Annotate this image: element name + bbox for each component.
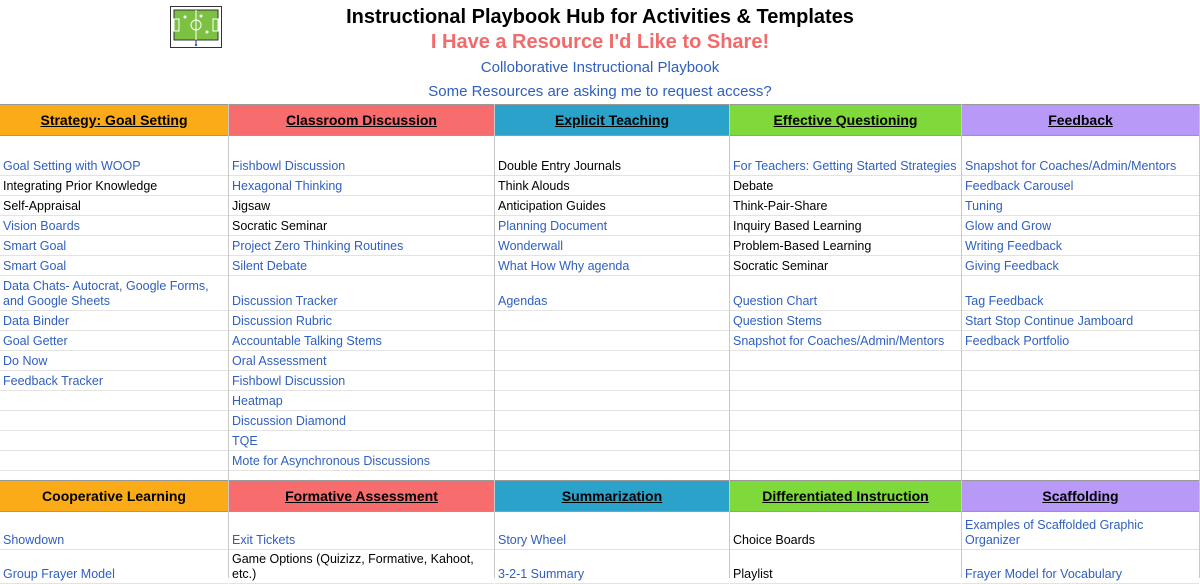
list-item[interactable] xyxy=(962,512,1199,550)
resource-link[interactable]: Exit Tickets xyxy=(232,533,296,547)
resource-link[interactable]: Story Wheel xyxy=(498,533,567,547)
resource-text: Debate xyxy=(733,179,774,193)
column-1 xyxy=(229,104,495,581)
resource-link[interactable]: Feedback Portfolio xyxy=(965,334,1070,348)
resource-text: Choice Boards xyxy=(733,533,815,547)
list-item xyxy=(0,431,228,451)
resource-link[interactable]: Group Frayer Model xyxy=(3,567,115,581)
list-item xyxy=(495,411,729,431)
list-item[interactable] xyxy=(0,311,228,331)
resource-link[interactable]: Glow and Grow xyxy=(965,219,1052,233)
resource-text: Self-Appraisal xyxy=(3,199,81,213)
list-item[interactable] xyxy=(962,276,1199,311)
resource-link[interactable]: Planning Document xyxy=(498,219,608,233)
list-item xyxy=(495,136,729,176)
resource-link[interactable]: Accountable Talking Stems xyxy=(232,334,382,348)
column-header-2[interactable] xyxy=(495,480,729,512)
resource-link[interactable]: Tag Feedback xyxy=(965,294,1044,308)
list-item xyxy=(962,371,1199,391)
share-resource-link[interactable]: I Have a Resource I'd Like to Share! xyxy=(430,31,770,53)
list-item[interactable] xyxy=(962,216,1199,236)
list-item xyxy=(730,371,961,391)
resource-link[interactable]: Wonderwall xyxy=(498,239,564,253)
list-item xyxy=(495,351,729,371)
column-2 xyxy=(495,104,730,581)
resource-link[interactable]: Goal Setting with WOOP xyxy=(3,159,141,173)
list-item xyxy=(495,311,729,331)
resource-link[interactable]: Smart Goal xyxy=(3,259,67,273)
list-item xyxy=(0,176,228,196)
resource-text: Socratic Seminar xyxy=(232,219,328,233)
resource-link[interactable]: Feedback Carousel xyxy=(965,179,1074,193)
resource-text: Think Alouds xyxy=(498,179,570,193)
list-item xyxy=(0,451,228,471)
resource-link[interactable]: Data Binder xyxy=(3,314,70,328)
list-item[interactable] xyxy=(962,136,1199,176)
column-header-label: Scaffolding xyxy=(1042,488,1119,504)
list-item[interactable] xyxy=(229,431,494,451)
column-header-label: Effective Questioning xyxy=(773,112,918,128)
resource-text: Jigsaw xyxy=(232,199,271,213)
column-header-label: Classroom Discussion xyxy=(286,112,437,128)
list-item xyxy=(730,351,961,371)
list-item[interactable] xyxy=(495,276,729,311)
list-item[interactable] xyxy=(0,331,228,351)
column-header[interactable] xyxy=(495,104,729,136)
resource-link[interactable]: Start Stop Continue Jamboard xyxy=(965,314,1134,328)
list-item[interactable] xyxy=(0,216,228,236)
column-header[interactable] xyxy=(0,104,228,136)
resource-text: Double Entry Journals xyxy=(498,159,621,173)
list-item xyxy=(730,411,961,431)
list-item xyxy=(962,351,1199,371)
list-item[interactable] xyxy=(229,512,494,550)
resource-link[interactable]: Question Stems xyxy=(733,314,822,328)
list-item[interactable] xyxy=(962,256,1199,276)
resource-link[interactable]: Snapshot for Coaches/Admin/Mentors xyxy=(965,159,1177,173)
list-item xyxy=(495,451,729,471)
column-0 xyxy=(0,104,229,581)
list-item[interactable] xyxy=(730,136,961,176)
list-item[interactable] xyxy=(0,371,228,391)
list-item[interactable] xyxy=(495,256,729,276)
list-item xyxy=(730,236,961,256)
resource-link[interactable]: Examples of Scaffolded Graphic Organizer xyxy=(965,518,1144,547)
resource-link[interactable]: Writing Feedback xyxy=(965,239,1063,253)
resource-link[interactable]: Mote for Asynchronous Discussions xyxy=(232,454,431,468)
list-item[interactable] xyxy=(229,371,494,391)
resource-text: Think-Pair-Share xyxy=(733,199,828,213)
list-item[interactable] xyxy=(229,351,494,371)
list-item[interactable] xyxy=(229,451,494,471)
resource-link[interactable]: Feedback Tracker xyxy=(3,374,104,388)
list-item[interactable] xyxy=(0,276,228,311)
list-item[interactable] xyxy=(730,276,961,311)
resource-link[interactable]: Project Zero Thinking Routines xyxy=(232,239,404,253)
list-item[interactable] xyxy=(730,331,961,351)
list-item[interactable] xyxy=(962,236,1199,256)
list-item xyxy=(0,391,228,411)
column-3 xyxy=(730,104,962,581)
list-item xyxy=(495,391,729,411)
list-item[interactable] xyxy=(229,411,494,431)
list-item xyxy=(962,451,1199,471)
list-item[interactable] xyxy=(0,512,228,550)
column-header-2[interactable] xyxy=(962,480,1199,512)
list-item[interactable] xyxy=(730,311,961,331)
resource-link[interactable]: Fishbowl Discussion xyxy=(232,159,346,173)
list-item xyxy=(962,391,1199,411)
playbook-link[interactable]: Colloborative Instructional Playbook xyxy=(480,59,720,76)
list-item xyxy=(730,256,961,276)
resource-link[interactable]: Fishbowl Discussion xyxy=(232,374,346,388)
column-header-2[interactable] xyxy=(730,480,961,512)
list-item xyxy=(730,431,961,451)
resource-link[interactable]: Discussion Diamond xyxy=(232,414,346,428)
resource-grid xyxy=(0,104,1200,581)
list-item xyxy=(0,196,228,216)
list-item xyxy=(730,391,961,411)
column-header[interactable] xyxy=(962,104,1199,136)
list-item xyxy=(495,176,729,196)
column-header-label: Strategy: Goal Setting xyxy=(40,112,188,128)
list-item xyxy=(730,196,961,216)
list-item xyxy=(730,550,961,584)
list-item xyxy=(730,512,961,550)
list-item xyxy=(495,196,729,216)
list-item[interactable] xyxy=(495,236,729,256)
list-item[interactable] xyxy=(229,276,494,311)
list-item xyxy=(229,550,494,584)
resource-text: Integrating Prior Knowledge xyxy=(3,179,158,193)
resource-link[interactable]: Do Now xyxy=(3,354,48,368)
column-header-2[interactable] xyxy=(0,480,228,512)
list-item[interactable] xyxy=(962,196,1199,216)
list-item[interactable] xyxy=(0,136,228,176)
list-item[interactable] xyxy=(495,550,729,584)
column-header-label: Cooperative Learning xyxy=(42,488,186,504)
list-item xyxy=(730,176,961,196)
resource-link[interactable]: Giving Feedback xyxy=(965,259,1059,273)
resource-link[interactable]: Discussion Tracker xyxy=(232,294,338,308)
list-item[interactable] xyxy=(962,311,1199,331)
page-header xyxy=(0,0,1200,104)
list-item[interactable] xyxy=(962,550,1199,584)
resource-link[interactable]: Heatmap xyxy=(232,394,283,408)
list-item[interactable] xyxy=(962,331,1199,351)
column-header[interactable] xyxy=(730,104,961,136)
list-item xyxy=(962,431,1199,451)
list-item[interactable] xyxy=(962,176,1199,196)
soccer-field-whiteboard-icon xyxy=(171,7,221,47)
list-item[interactable] xyxy=(229,311,494,331)
list-item[interactable] xyxy=(495,512,729,550)
resource-text: Playlist xyxy=(733,567,773,581)
resource-link[interactable]: Tuning xyxy=(965,199,1003,213)
column-header-label: Feedback xyxy=(1048,112,1113,128)
resource-link[interactable]: Snapshot for Coaches/Admin/Mentors xyxy=(733,334,945,348)
list-item xyxy=(730,216,961,236)
list-item[interactable] xyxy=(229,331,494,351)
resource-link[interactable]: For Teachers: Getting Started Strategies xyxy=(733,159,957,173)
resource-link[interactable]: Smart Goal xyxy=(3,239,67,253)
list-item xyxy=(0,411,228,431)
column-header[interactable] xyxy=(229,104,494,136)
list-item[interactable] xyxy=(0,550,228,584)
logo xyxy=(170,6,222,48)
resource-link[interactable]: Silent Debate xyxy=(232,259,308,273)
resource-link[interactable]: Agendas xyxy=(498,294,548,308)
list-item[interactable] xyxy=(0,351,228,371)
list-item[interactable] xyxy=(0,236,228,256)
resource-link[interactable]: Goal Getter xyxy=(3,334,68,348)
list-item[interactable] xyxy=(0,256,228,276)
column-4 xyxy=(962,104,1200,581)
resource-link[interactable]: Question Chart xyxy=(733,294,818,308)
list-item[interactable] xyxy=(229,236,494,256)
list-item xyxy=(229,216,494,236)
resource-link[interactable]: Data Chats- Autocrat, Google Forms, and Google Sheets xyxy=(3,279,209,308)
resource-link[interactable]: 3-2-1 Summary xyxy=(498,567,585,581)
resource-link[interactable]: TQE xyxy=(232,434,258,448)
list-item[interactable] xyxy=(229,256,494,276)
column-header-label: Summarization xyxy=(561,488,663,504)
resource-link[interactable]: What How Why agenda xyxy=(498,259,630,273)
resource-link[interactable]: Discussion Rubric xyxy=(232,314,333,328)
resource-link[interactable]: Frayer Model for Vocabulary xyxy=(965,567,1123,581)
resource-text: Inquiry Based Learning xyxy=(733,219,862,233)
list-item xyxy=(229,196,494,216)
list-item[interactable] xyxy=(229,391,494,411)
list-item xyxy=(495,331,729,351)
column-header-label: Explicit Teaching xyxy=(554,112,670,128)
list-item xyxy=(495,371,729,391)
resource-link[interactable]: Vision Boards xyxy=(3,219,80,233)
list-item[interactable] xyxy=(229,176,494,196)
resource-text: Anticipation Guides xyxy=(498,199,606,213)
list-item[interactable] xyxy=(495,216,729,236)
list-item xyxy=(495,431,729,451)
list-item[interactable] xyxy=(229,136,494,176)
column-header-label: Formative Assessment xyxy=(285,488,438,504)
resource-link[interactable]: Showdown xyxy=(3,533,65,547)
list-item xyxy=(962,411,1199,431)
resource-link[interactable]: Oral Assessment xyxy=(232,354,327,368)
request-access-link[interactable]: Some Resources are asking me to request access? xyxy=(428,83,772,100)
page-title: Instructional Playbook Hub for Activities & Templates xyxy=(346,6,854,28)
resource-link[interactable]: Hexagonal Thinking xyxy=(232,179,343,193)
column-header-label: Differentiated Instruction xyxy=(762,488,929,504)
list-item xyxy=(730,451,961,471)
resource-text: Game Options (Quizizz, Formative, Kahoot, etc.) xyxy=(232,552,474,581)
resource-text: Socratic Seminar xyxy=(733,259,829,273)
column-header-2[interactable] xyxy=(229,480,494,512)
resource-text: Problem-Based Learning xyxy=(733,239,872,253)
